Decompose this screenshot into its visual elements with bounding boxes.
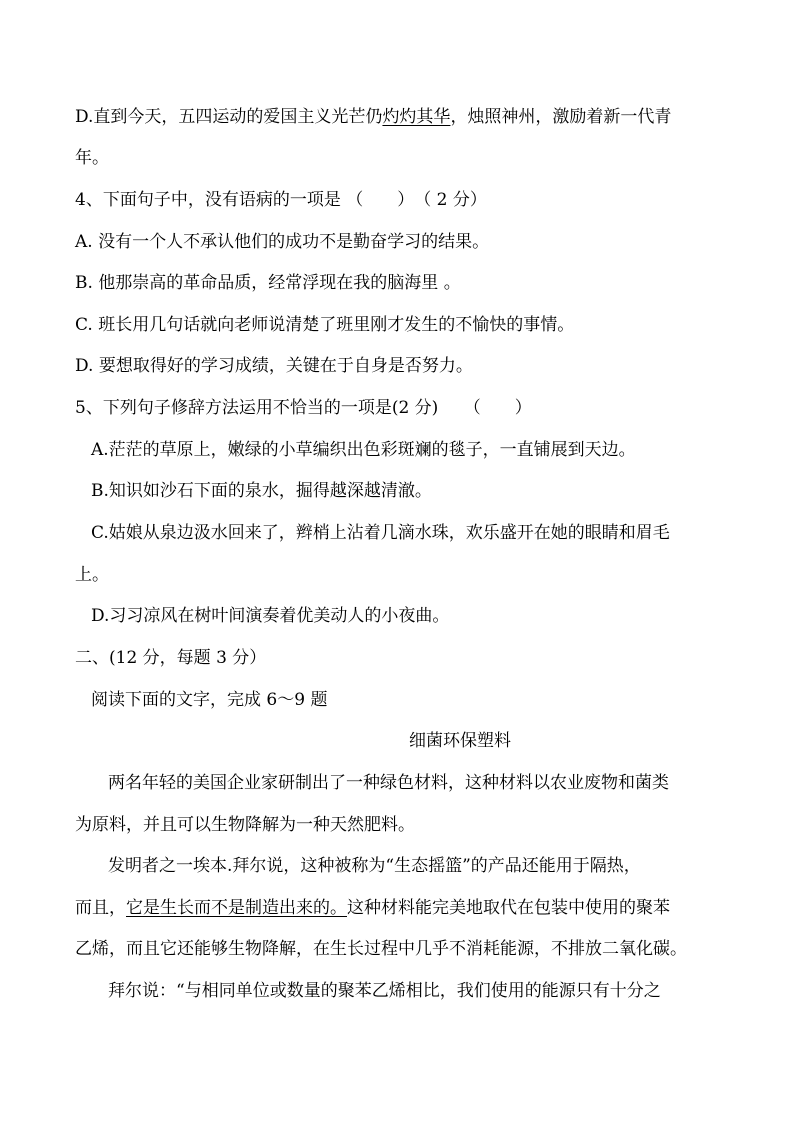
q4-option-c: C. 班长用几句话就向老师说清楚了班里刚才发生的不愉快的事情。 (75, 315, 575, 335)
q5-stem: 5、下列句子修辞方法运用不恰当的一项是(2 分) （ ） (75, 398, 532, 418)
q5-option-c-continuation: 上。 (75, 565, 109, 585)
article-p1-line1: 两名年轻的美国企业家研制出了一种绿色材料，这种材料以农业废物和菌类 (108, 773, 669, 793)
section2-heading: 二、(12 分，每题 3 分） (75, 648, 267, 668)
article-p2-line3: 乙烯，而且它还能够生物降解，在生长过程中几乎不消耗能源，不排放二氧化碳。 (75, 939, 687, 959)
article-p1-line2: 为原料，并且可以生物降解为一种天然肥料。 (75, 815, 415, 835)
q4-option-a: A. 没有一个人不承认他们的成功不是勤奋学习的结果。 (75, 232, 490, 252)
q4-option-d: D. 要想取得好的学习成绩，关键在于自身是否努力。 (75, 356, 473, 376)
q5-option-a: A.茫茫的草原上，嫩绿的小草编织出色彩斑斓的毯子，一直铺展到天边。 (91, 440, 636, 460)
q5-option-d: D.习习凉风在树叶间演奏着优美动人的小夜曲。 (91, 606, 450, 626)
q3-option-d (75, 106, 671, 128)
q3-option-d-text: D.直到今天，五四运动的爱国主义光芒仍 (75, 107, 383, 127)
article-p3-line1: 拜尔说：“与相同单位或数量的聚苯乙烯相比，我们使用的能源只有十分之 (108, 981, 661, 1001)
q3-option-d-text-end: ，烛照神州，激励着新一代青 (450, 107, 672, 127)
article-p2-line2 (75, 897, 670, 919)
article-p2-line1: 发明者之一埃本.拜尔说，这种被称为“生态摇篮”的产品还能用于隔热， (108, 856, 641, 876)
q5-option-c: C.姑娘从泉边汲水回来了，辫梢上沾着几滴水珠，欢乐盛开在她的眼睛和眉毛 (91, 523, 670, 543)
q3-option-d-underlined: 灼灼其华 (382, 107, 451, 127)
section2-instruction: 阅读下面的文字，完成 6～9 题 (91, 690, 328, 710)
article-underlined-sentence: 它是生长而不是制造出来的。 (126, 898, 347, 918)
q4-stem: 4、下面句子中，没有语病的一项是 （ ） （ 2 分） (75, 190, 487, 210)
article-title: 细菌环保塑料 (409, 731, 511, 751)
q4-option-b: B. 他那崇高的革命品质，经常浮现在我的脑海里 。 (75, 273, 461, 293)
article-p2-line2-start: 而且， (75, 898, 126, 918)
q5-option-b: B.知识如沙石下面的泉水，掘得越深越清澈。 (91, 481, 432, 501)
article-p2-line2-end: 这种材料能完美地取代在包装中使用的聚苯 (347, 898, 670, 918)
q3-option-d-continuation: 年。 (75, 148, 109, 168)
